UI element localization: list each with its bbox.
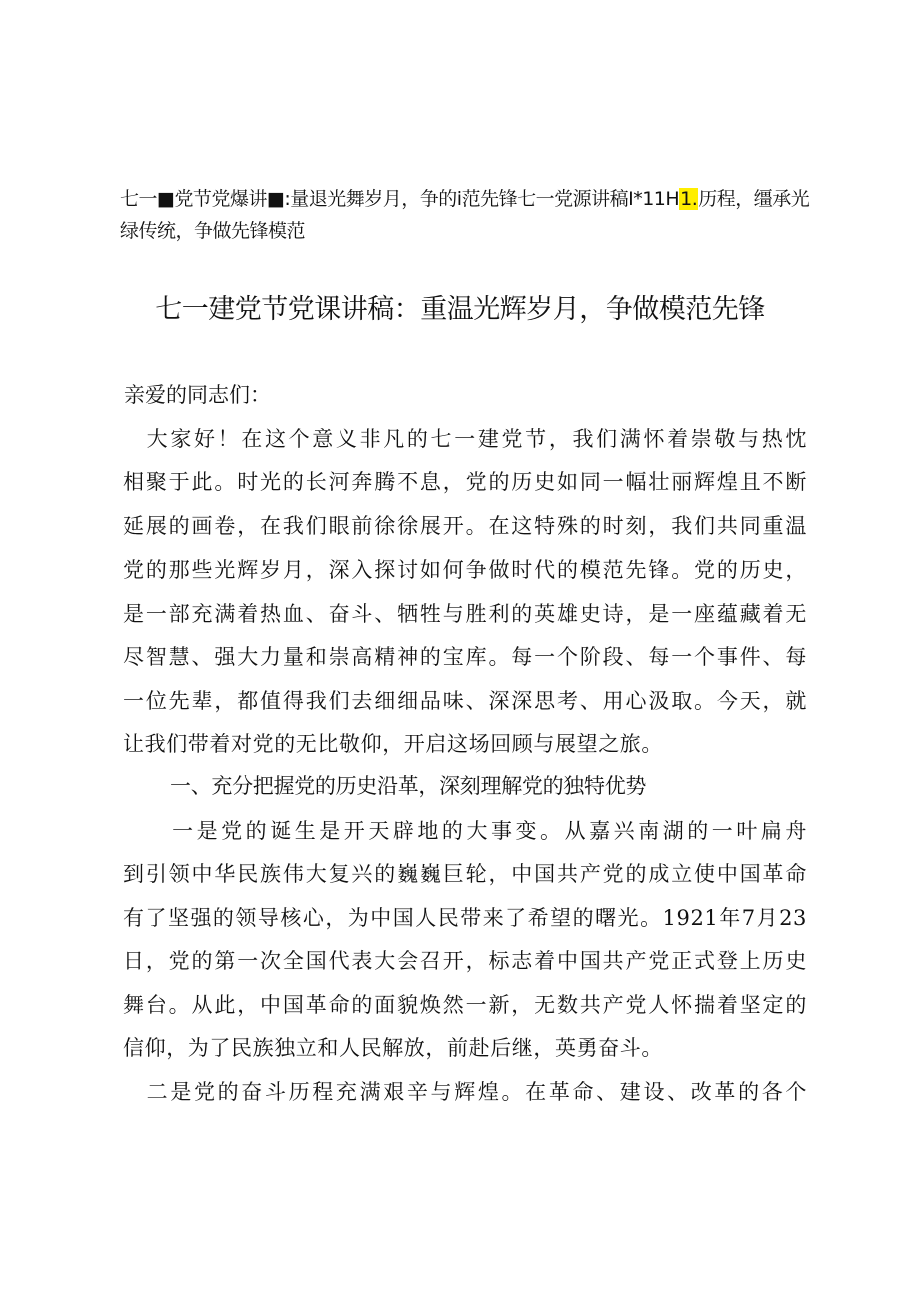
intro-line: 是一部充满着热血、奋斗、牺牲与胜利的英雄史诗，是一座蕴藏着无: [123, 602, 807, 626]
section-line: 日，党的第一次全国代表大会召开，标志着中国共产党正式登上历史: [123, 949, 807, 973]
page-title: 七一建党节党课讲稿：重温光辉岁月，争做模范先锋: [155, 294, 765, 325]
intro-line: 一位先辈，都值得我们去细细品味、深深思考、用心汲取。今天，就: [123, 689, 807, 713]
salutation: 亲爱的同志们：: [124, 383, 271, 407]
header-line-1-tail: 历程，缰承光: [698, 188, 810, 210]
section-line: 舞台。从此，中国革命的面貌焕然一新，无数共产党人怀揣着坚定的: [123, 993, 807, 1017]
section-line: 二是党的奋斗历程充满艰辛与辉煌。在革命、建设、改革的各个: [123, 1080, 807, 1104]
section-heading: 一、充分把握党的历史沿革，深刻理解党的独特优势: [170, 774, 647, 798]
section-line: 有了坚强的领导核心，为中国人民带来了希望的曙光。1921年7月23: [123, 906, 807, 930]
intro-line: 相聚于此。时光的长河奔腾不息，党的历史如同一幅壮丽辉煌且不断: [123, 470, 807, 494]
header-line-2: 绿传统，争做先锋模范: [120, 220, 306, 242]
header-line-1: [120, 186, 810, 212]
header-line-1-text: 七一■党节党爆讲■:量退光舞岁月，争的i范先锋七一党源讲稿I*11H: [120, 188, 680, 210]
intro-line: 尽智慧、强大力量和崇高精神的宝库。每一个阶段、每一个事件、每: [123, 645, 807, 669]
intro-line: 党的那些光辉岁月，深入探讨如何争做时代的模范先锋。党的历史，: [123, 558, 807, 582]
section-line: 信仰，为了民族独立和人民解放，前赴后继，英勇奋斗。: [123, 1036, 663, 1060]
intro-line: 大家好！在这个意义非凡的七一建党节，我们满怀着崇敬与热忱: [123, 427, 807, 451]
intro-line: 延展的画卷，在我们眼前徐徐展开。在这特殊的时刻，我们共同重温: [123, 514, 807, 538]
section-line: 一是党的诞生是开天辟地的大事变。从嘉兴南湖的一叶扁舟: [123, 819, 807, 843]
section-line: 到引领中华民族伟大复兴的巍巍巨轮，中国共产党的成立使中国革命: [123, 862, 807, 886]
highlight-mark: 1.: [680, 188, 698, 210]
intro-line: 让我们带着对党的无比敬仰，开启这场回顾与展望之旅。: [123, 732, 663, 756]
